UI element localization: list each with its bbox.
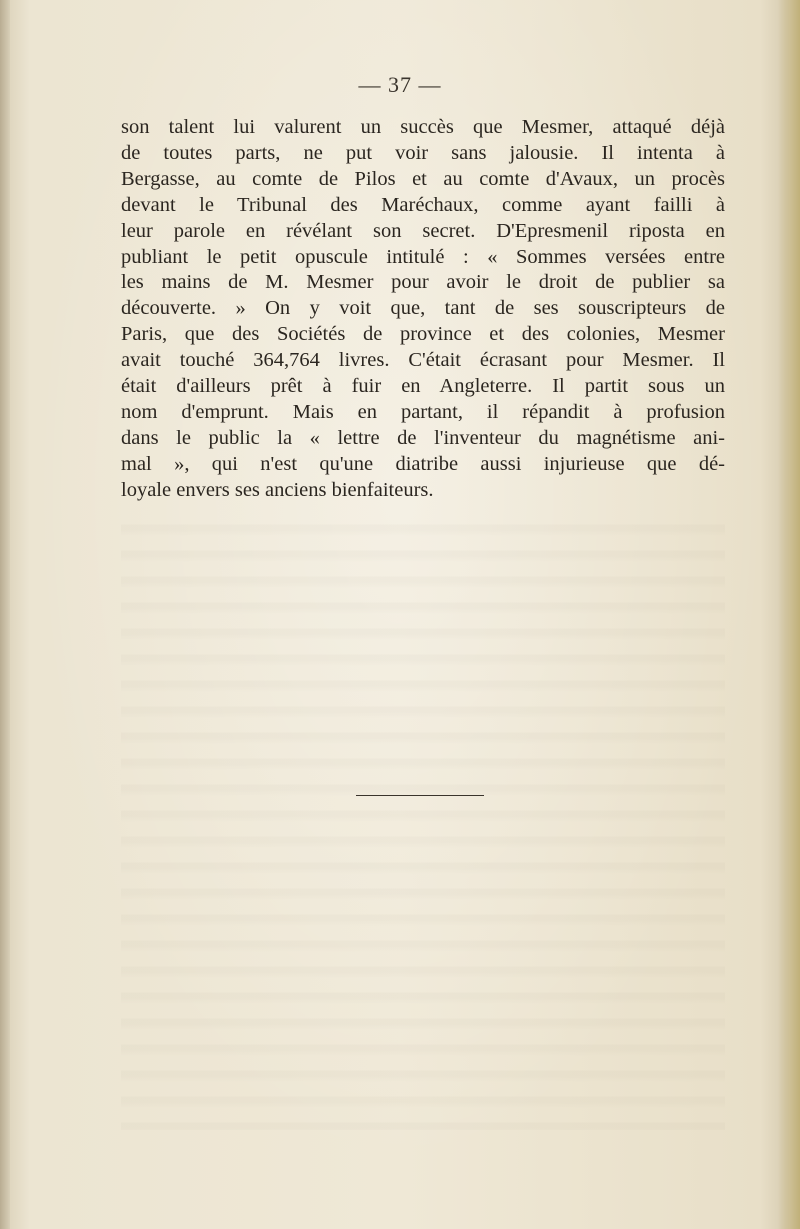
text-line: de toutes parts, ne put voir sans jalousie. Il intenta à	[121, 141, 725, 164]
text-line: loyale envers ses anciens bienfaiteurs.	[121, 478, 434, 501]
page-left-edge	[0, 0, 10, 1229]
text-line: était d'ailleurs prêt à fuir en Angleterre. Il partit sous un	[121, 375, 725, 398]
text-line: Paris, que des Sociétés de province et des colonies, Mesmer	[121, 323, 725, 346]
text-line: nom d'emprunt. Mais en partant, il répandit à profusion	[121, 400, 725, 423]
text-line: devant le Tribunal des Maréchaux, comme ayant failli à	[121, 193, 725, 216]
text-line: mal », qui n'est qu'une diatribe aussi injurieuse que dé-	[121, 452, 725, 475]
section-divider-rule	[356, 795, 484, 796]
text-line: publiant le petit opuscule intitulé : « Sommes versées entre	[121, 245, 725, 268]
page-right-edge	[778, 0, 800, 1229]
text-line: avait touché 364,764 livres. C'était écrasant pour Mesmer. Il	[121, 349, 725, 372]
text-line: son talent lui valurent un succès que Mesmer, attaqué déjà	[121, 116, 725, 138]
page-number: — 37 —	[358, 72, 442, 97]
text-line: leur parole en révélant son secret. D'Epresmenil riposta en	[121, 219, 725, 242]
text-line: les mains de M. Mesmer pour avoir le droit de publier sa	[121, 271, 725, 294]
text-line: dans le public la « lettre de l'inventeur du magnétisme ani-	[121, 426, 725, 449]
text-line: Bergasse, au comte de Pilos et au comte d'Avaux, un procès	[121, 167, 725, 190]
text-line: découverte. » On y voit que, tant de ses souscripteurs de	[121, 297, 725, 320]
show-through-texture	[121, 510, 725, 1130]
body-paragraph	[121, 115, 725, 504]
